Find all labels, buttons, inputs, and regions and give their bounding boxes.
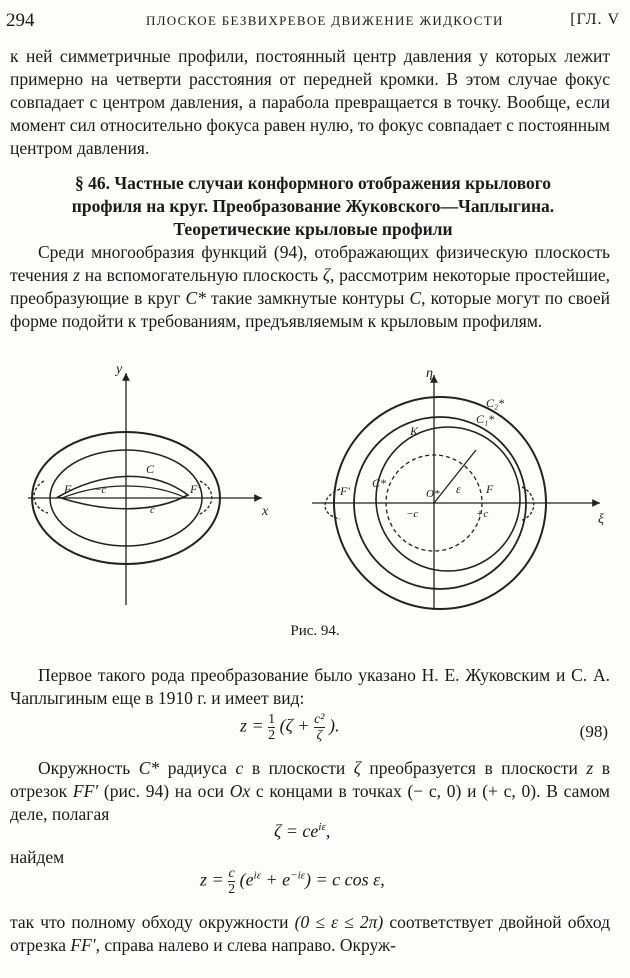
section-heading-line-3: Теоретические крыловые профили (173, 219, 453, 239)
label-xi: ξ (598, 512, 604, 527)
math-z: z (586, 758, 594, 778)
page-header (6, 10, 622, 32)
math-zeta: ζ (353, 758, 361, 778)
eq-zeta-tail: , (325, 821, 331, 841)
eq-fraction-c-half (228, 866, 235, 897)
eq-body: (e (239, 869, 254, 890)
label-C-star: C* (372, 476, 387, 490)
frac-num: c² (314, 712, 325, 727)
math-z: z (73, 265, 80, 285)
radius-line (434, 450, 476, 503)
label-F: F (486, 482, 494, 496)
text-run: так что полному обходу окружности (10, 912, 295, 932)
label-O-star: O* (426, 488, 440, 500)
circle-C-star (376, 427, 520, 571)
left-flow-arc (325, 489, 340, 519)
label-eta: η (426, 366, 433, 381)
label-C2-star: C₂* (486, 396, 505, 410)
math-zeta: ζ (322, 265, 330, 285)
eq-fraction-c2 (314, 712, 324, 743)
math-cstar: C* (185, 288, 206, 308)
frac-num: c (228, 866, 235, 881)
text-run: на вспомогательную плоскость (79, 265, 323, 285)
math-c: c (235, 758, 244, 778)
frac-den: ζ (316, 728, 323, 743)
figure-94 (0, 355, 630, 617)
label-plus-c: +c (476, 508, 489, 520)
text-run: , рассмотрим некоторые простейшие, преобразующие в круг (10, 265, 610, 308)
label-y: y (116, 362, 123, 377)
label-C1-star: C₁* (476, 412, 495, 426)
text-run: Среди многообразия функций (94), отображающих физическую плоскость течения (10, 242, 610, 285)
text-run: радиуса (159, 758, 236, 778)
camber-line (62, 486, 186, 498)
paragraph-4 (10, 757, 610, 826)
math-C: C (409, 288, 422, 308)
paragraph-1: к ней симметричные профили, постоянный центр давления у которых лежит примерно на четверти расстояния от передней кромки. В этом случае фокус совпадает с центром давления, а парабола превращается в точку. Вообще, если момент сил относительно фокуса равен нулю, то фокус совпадает с постоянным центром давления. (10, 46, 610, 158)
left-labels (63, 362, 269, 519)
chapter-label: [ГЛ. V (570, 11, 620, 28)
text-run: Окружность (38, 758, 139, 778)
equation-number: (98) (579, 722, 608, 741)
math-FF: FF′ (72, 781, 99, 801)
eq-close: ). (329, 715, 340, 736)
eq-mid: + e (261, 869, 291, 890)
eq-sup-1: iε (253, 869, 262, 882)
figure-caption: Рис. 94. (290, 623, 340, 639)
frac-den: 2 (268, 728, 276, 743)
label-x: x (262, 504, 269, 519)
text-run: в отрезок (10, 758, 611, 801)
leading-edge-flow (34, 481, 48, 513)
math-cstar: C* (138, 758, 160, 778)
eq-sup-2: −iε (290, 869, 305, 882)
text-run: , которые могут по своей форме подойти к требованиям, предъявляемым к крыловым профилям. (10, 288, 610, 331)
frac-den: 2 (228, 882, 236, 897)
math-FF: FF′ (70, 935, 96, 955)
frac-num: 1 (268, 712, 276, 727)
eq-fraction-half (268, 712, 275, 743)
text-run: соответствует двойной обход отрезка (10, 912, 610, 955)
label-F: F (64, 482, 72, 496)
eq-zeta-sup: iε (318, 821, 326, 833)
equation-98 (240, 712, 340, 743)
label-Fprime: F′ (190, 482, 200, 496)
paragraph-2 (10, 241, 610, 333)
page-number: 294 (6, 10, 35, 31)
text-run: такие замкнутые контуры (205, 288, 410, 308)
text-run: , справа налево и слева направо. Окруж- (95, 935, 396, 955)
section-heading (18, 172, 608, 241)
text-run: в плоскости (243, 758, 354, 778)
math-range: (0 ≤ ε ≤ 2π) (294, 912, 384, 932)
paragraph-3: Первое такого рода преобразование было указано Н. Е. Жуковским и С. А. Чаплыгиным еще в 1910 г. и имеет вид: (10, 665, 610, 708)
equation-z (200, 866, 385, 897)
eq-zeta-text: ζ = ce (274, 821, 319, 841)
math-Ox: Ox (229, 781, 251, 801)
text-run: с концами в точках (− c, 0) и (+ c, 0). В самом деле, полагая (10, 781, 610, 824)
eq-rhs: ) = c cos ε, (305, 869, 385, 890)
paragraph-5 (10, 911, 610, 957)
word-najdem: найдем (10, 847, 65, 867)
label-Fprime: F′ (340, 484, 350, 498)
equation-zeta (274, 821, 330, 842)
label-minus-c: −c (94, 484, 107, 496)
eq-lhs: z = (240, 715, 264, 736)
label-C: C (146, 462, 155, 476)
text-run: (рис. 94) на оси (98, 781, 230, 801)
label-c: c (150, 504, 155, 516)
section-heading-line-1: § 46. Частные случаи конформного отображения крылового (74, 173, 552, 193)
label-minus-c: −c (406, 508, 419, 520)
label-epsilon: ε (456, 482, 461, 496)
eq-lhs: z = (200, 869, 224, 890)
label-K: K (410, 424, 419, 438)
section-heading-line-2: профиля на круг. Преобразование Жуковского—Чаплыгина. (71, 196, 555, 216)
text-run: преобразуется в плоскости (360, 758, 587, 778)
running-title: ПЛОСКОЕ БЕЗВИХРЕВОЕ ДВИЖЕНИЕ ЖИДКОСТИ (146, 13, 504, 28)
eq-open: (ζ + (279, 715, 310, 736)
